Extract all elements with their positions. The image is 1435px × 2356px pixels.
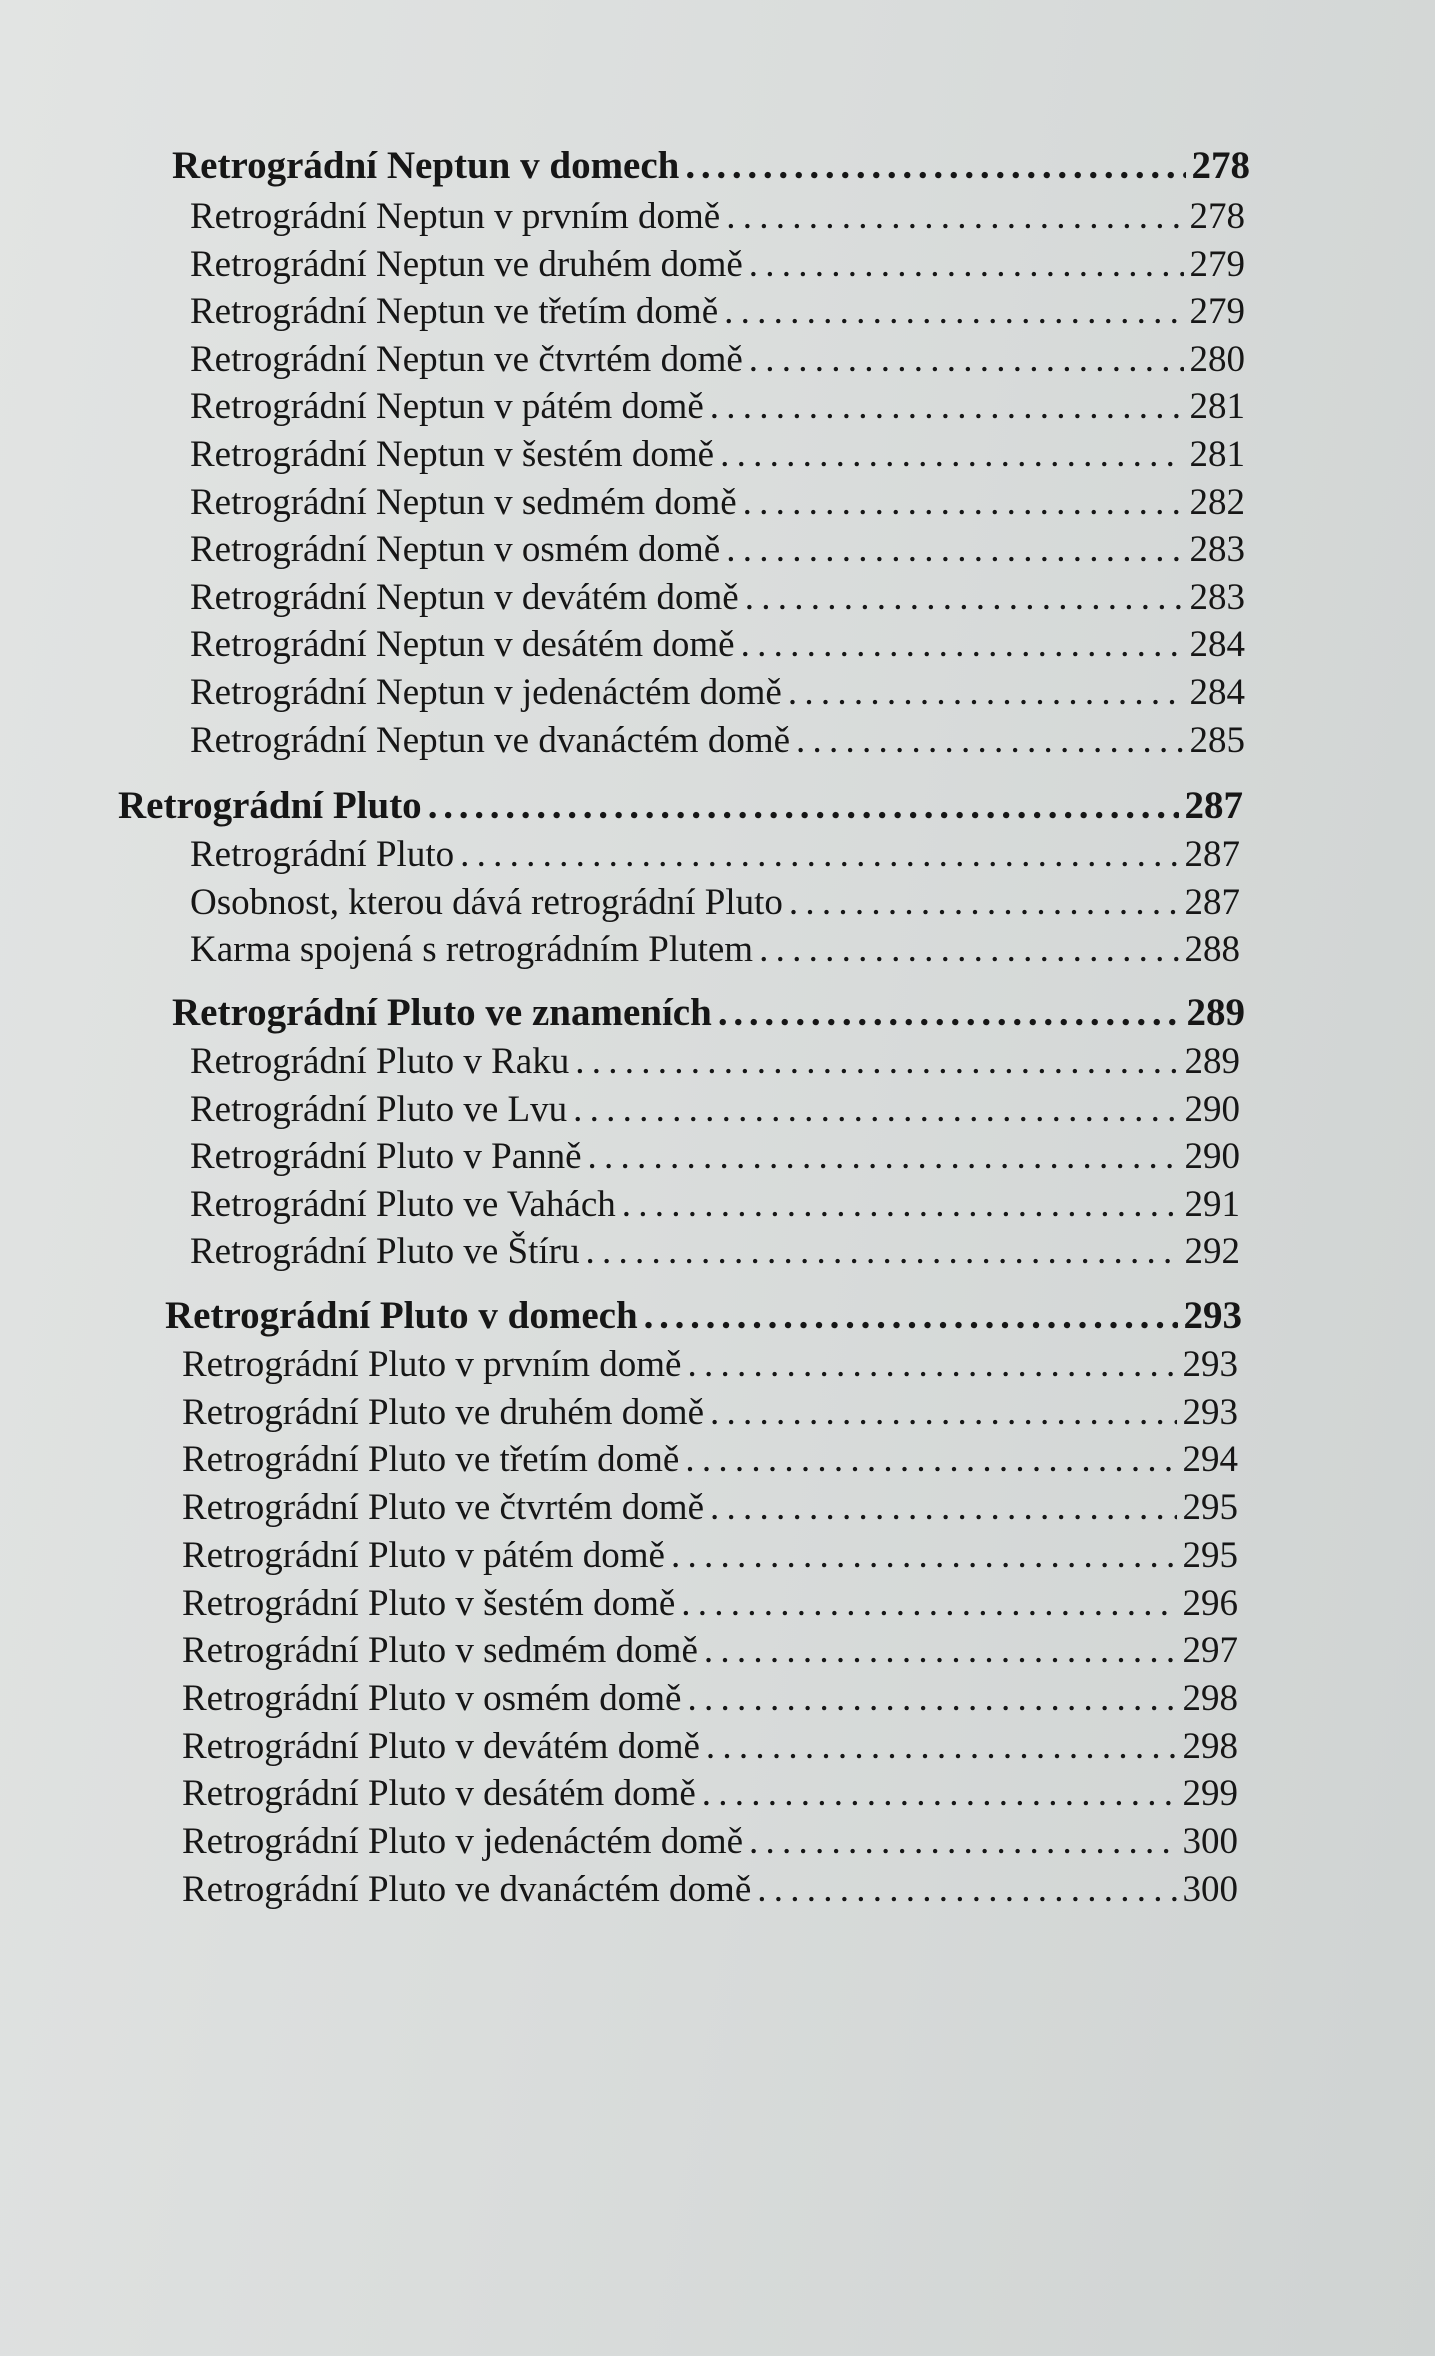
entry-title: Retrográdní Neptun v desátém domě [190, 624, 735, 665]
dot-leader [720, 433, 1183, 476]
page-number: 283 [1189, 577, 1245, 618]
entry-title: Retrográdní Pluto ve třetím domě [182, 1439, 680, 1480]
toc-entry [182, 1820, 1238, 1864]
toc-entry [190, 433, 1245, 477]
dot-leader [796, 719, 1183, 762]
dot-leader [685, 1438, 1176, 1481]
toc-entry [190, 338, 1245, 382]
toc-entry [182, 1391, 1238, 1435]
page-number: 288 [1184, 929, 1240, 970]
entry-title: Retrográdní Pluto ve dvanáctém domě [182, 1869, 752, 1910]
page-number: 290 [1184, 1089, 1240, 1130]
section-title: Retrográdní Neptun v domech [172, 144, 680, 187]
page-number: 287 [1184, 834, 1240, 875]
page-number: 279 [1189, 291, 1245, 332]
page-number: 292 [1184, 1231, 1240, 1272]
entry-title: Retrográdní Neptun v osmém domě [190, 529, 721, 570]
page-number: 281 [1189, 434, 1245, 475]
entry-title: Retrográdní Pluto v sedmém domě [182, 1630, 698, 1671]
entry-title: Retrográdní Pluto [190, 834, 455, 875]
entry-title: Karma spojená s retrográdním Plutem [190, 929, 754, 970]
page-number: 280 [1189, 339, 1245, 380]
page-number: 295 [1182, 1487, 1238, 1528]
page-number: 293 [1183, 1294, 1242, 1337]
page-number: 289 [1186, 991, 1245, 1034]
page-number: 296 [1182, 1583, 1238, 1624]
dot-leader [788, 671, 1184, 714]
dot-leader [749, 1820, 1176, 1863]
page-number: 278 [1191, 144, 1250, 187]
toc-entry [190, 528, 1245, 572]
toc-entry [190, 481, 1245, 525]
page-number: 300 [1182, 1821, 1238, 1862]
entry-title: Retrográdní Neptun ve třetím domě [190, 291, 719, 332]
page-number: 283 [1189, 529, 1245, 570]
dot-leader [644, 1293, 1178, 1338]
toc-entry [182, 1486, 1238, 1530]
toc-entry [190, 576, 1245, 620]
page-number: 294 [1182, 1439, 1238, 1480]
page-number: 298 [1182, 1726, 1238, 1767]
page-number: 285 [1189, 720, 1245, 761]
toc-section-heading [172, 143, 1250, 187]
dot-leader [726, 195, 1183, 238]
toc-section-heading [172, 990, 1245, 1034]
dot-leader [743, 481, 1184, 524]
toc-entry [182, 1772, 1238, 1816]
dot-leader [749, 243, 1184, 286]
dot-leader [718, 990, 1181, 1035]
dot-leader [710, 1391, 1176, 1434]
toc-entry [182, 1582, 1238, 1626]
dot-leader [622, 1183, 1179, 1226]
dot-leader [704, 1629, 1177, 1672]
dot-leader [702, 1772, 1177, 1815]
toc-entry [190, 928, 1240, 972]
dot-leader [706, 1725, 1177, 1768]
toc-entry [190, 1230, 1240, 1274]
page-number: 284 [1189, 672, 1245, 713]
dot-leader [586, 1230, 1179, 1273]
page-number: 282 [1189, 482, 1245, 523]
section-title: Retrográdní Pluto [118, 784, 422, 827]
toc-entry [182, 1868, 1238, 1912]
dot-leader [741, 623, 1184, 666]
dot-leader [588, 1135, 1179, 1178]
dot-leader [681, 1582, 1176, 1625]
toc-entry [190, 1088, 1240, 1132]
entry-title: Retrográdní Neptun v pátém domě [190, 386, 704, 427]
page-number: 293 [1182, 1344, 1238, 1385]
toc-entry [182, 1725, 1238, 1769]
page-number: 284 [1189, 624, 1245, 665]
page-number: 298 [1182, 1678, 1238, 1719]
entry-title: Retrográdní Pluto v pátém domě [182, 1535, 665, 1576]
toc-entry [190, 1135, 1240, 1179]
entry-title: Retrográdní Pluto ve Lvu [190, 1089, 568, 1130]
entry-title: Retrográdní Neptun v šestém domě [190, 434, 715, 475]
page-number: 290 [1184, 1136, 1240, 1177]
entry-title: Retrográdní Pluto v jedenáctém domě [182, 1821, 744, 1862]
toc-entry [182, 1343, 1238, 1387]
dot-leader [745, 576, 1184, 619]
dot-leader [724, 290, 1183, 333]
toc-entry [190, 290, 1245, 334]
page-number: 278 [1189, 196, 1245, 237]
dot-leader [685, 143, 1185, 188]
toc-entry [190, 1040, 1240, 1084]
dot-leader [749, 338, 1184, 381]
dot-leader [671, 1534, 1177, 1577]
toc-section-heading [118, 783, 1243, 827]
page-number: 300 [1182, 1869, 1238, 1910]
dot-leader [687, 1343, 1176, 1386]
dot-leader [687, 1677, 1176, 1720]
dot-leader [757, 1868, 1176, 1911]
toc-entry [190, 195, 1245, 239]
entry-title: Retrográdní Pluto ve druhém domě [182, 1392, 705, 1433]
entry-title: Retrográdní Pluto ve Vahách [190, 1184, 616, 1225]
page-number: 297 [1182, 1630, 1238, 1671]
page-number: 289 [1184, 1041, 1240, 1082]
page-number: 287 [1184, 882, 1240, 923]
toc-entry [190, 881, 1240, 925]
dot-leader [710, 385, 1184, 428]
entry-title: Retrográdní Pluto v desátém domě [182, 1773, 696, 1814]
page-number: 299 [1182, 1773, 1238, 1814]
entry-title: Retrográdní Neptun v jedenáctém domě [190, 672, 782, 713]
entry-title: Retrográdní Neptun ve čtvrtém domě [190, 339, 743, 380]
toc-entry [190, 833, 1240, 877]
dot-leader [428, 783, 1179, 828]
entry-title: Osobnost, kterou dává retrográdní Pluto [190, 882, 783, 923]
page-number: 295 [1182, 1535, 1238, 1576]
entry-title: Retrográdní Pluto v osmém domě [182, 1678, 682, 1719]
dot-leader [710, 1486, 1177, 1529]
toc-entry [190, 385, 1245, 429]
dot-leader [460, 833, 1178, 876]
toc-entry [182, 1534, 1238, 1578]
page-number: 281 [1189, 386, 1245, 427]
toc-entry [182, 1629, 1238, 1673]
page-number: 291 [1184, 1184, 1240, 1225]
toc-entry [190, 1183, 1240, 1227]
entry-title: Retrográdní Pluto ve čtvrtém domě [182, 1487, 704, 1528]
toc-entry [190, 623, 1245, 667]
dot-leader [726, 528, 1183, 571]
toc-entry [182, 1438, 1238, 1482]
entry-title: Retrográdní Neptun v prvním domě [190, 196, 721, 237]
entry-title: Retrográdní Pluto ve Štíru [190, 1231, 580, 1272]
entry-title: Retrográdní Pluto v Panně [190, 1136, 582, 1177]
toc-entry [190, 243, 1245, 287]
page-number: 279 [1189, 244, 1245, 285]
entry-title: Retrográdní Neptun v sedmém domě [190, 482, 737, 523]
entry-title: Retrográdní Neptun ve druhém domě [190, 244, 743, 285]
entry-title: Retrográdní Pluto v šestém domě [182, 1583, 676, 1624]
toc-entry [182, 1677, 1238, 1721]
section-title: Retrográdní Pluto v domech [165, 1294, 638, 1337]
dot-leader [759, 928, 1178, 971]
page-number: 287 [1184, 784, 1243, 827]
entry-title: Retrográdní Pluto v prvním domě [182, 1344, 682, 1385]
entry-title: Retrográdní Neptun v devátém domě [190, 577, 739, 618]
entry-title: Retrográdní Pluto v devátém domě [182, 1726, 700, 1767]
dot-leader [789, 881, 1179, 924]
dot-leader [573, 1088, 1178, 1131]
entry-title: Retrográdní Pluto v Raku [190, 1041, 570, 1082]
section-title: Retrográdní Pluto ve znameních [172, 991, 712, 1034]
toc-section-heading [165, 1293, 1242, 1337]
page-number: 293 [1182, 1392, 1238, 1433]
entry-title: Retrográdní Neptun ve dvanáctém domě [190, 720, 791, 761]
dot-leader [575, 1040, 1178, 1083]
toc-entry [190, 671, 1245, 715]
toc-entry [190, 719, 1245, 763]
